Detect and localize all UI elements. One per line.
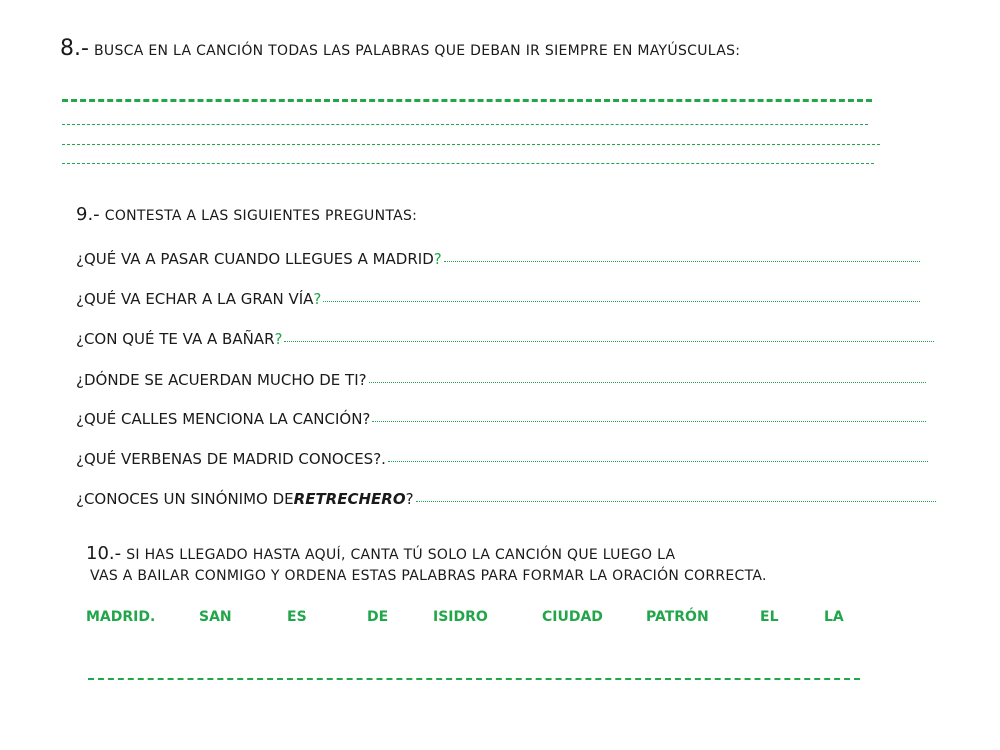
question-1-text: ¿QUÉ VA A PASAR CUANDO LLEGUES A MADRID xyxy=(76,250,434,268)
question-7-emphasis: RETRECHERO xyxy=(293,490,406,508)
question-3-text: ¿CON QUÉ TE VA A BAÑAR xyxy=(76,330,275,348)
question-5 xyxy=(76,410,926,428)
word-madrid[interactable]: MADRID. xyxy=(86,609,156,625)
question-7-text-after: ? xyxy=(405,490,414,508)
answer-line-8-3[interactable] xyxy=(62,144,880,145)
word-san[interactable]: SAN xyxy=(199,609,232,625)
question-5-text: ¿QUÉ CALLES MENCIONA LA CANCIÓN? xyxy=(76,410,371,428)
word-ciudad[interactable]: CIUDAD xyxy=(542,609,603,625)
answer-line-q6[interactable] xyxy=(388,461,928,462)
answer-line-q2[interactable] xyxy=(323,301,920,302)
question-2 xyxy=(76,290,920,308)
question-4 xyxy=(76,371,926,389)
section-10-number: 10.- xyxy=(86,543,122,564)
question-7 xyxy=(76,490,936,508)
section-9-instruction: CONTESTA A LAS SIGUIENTES PREGUNTAS: xyxy=(104,208,418,224)
answer-line-q7[interactable] xyxy=(416,501,936,502)
answer-line-q5[interactable] xyxy=(372,421,926,422)
section-8-instruction: BUSCA EN LA CANCIÓN TODAS LAS PALABRAS QUE DEBAN IR SIEMPRE EN MAYÚSCULAS: xyxy=(94,43,741,59)
question-6-text: ¿QUÉ VERBENAS DE MADRID CONOCES?. xyxy=(76,450,386,468)
answer-line-8-2[interactable] xyxy=(62,124,868,125)
question-1-mark: ? xyxy=(433,250,442,268)
section-10-line-2: VAS A BAILAR CONMIGO Y ORDENA ESTAS PALABRAS PARA FORMAR LA ORACIÓN CORRECTA. xyxy=(90,568,767,584)
word-es[interactable]: ES xyxy=(287,609,307,625)
answer-line-8-1[interactable] xyxy=(62,99,872,102)
word-patron[interactable]: PATRÓN xyxy=(646,609,709,625)
answer-line-q3[interactable] xyxy=(284,341,934,342)
section-10-line-1: SI HAS LLEGADO HASTA AQUÍ, CANTA TÚ SOLO LA CANCIÓN QUE LUEGO LA xyxy=(126,547,676,563)
question-7-text-before: ¿CONOCES UN SINÓNIMO DE xyxy=(76,490,294,508)
question-2-text: ¿QUÉ VA ECHAR A LA GRAN VÍA xyxy=(76,290,314,308)
word-isidro[interactable]: ISIDRO xyxy=(433,609,488,625)
section-8-number: 8.- xyxy=(60,36,89,61)
word-el[interactable]: EL xyxy=(760,609,779,625)
section-8-heading xyxy=(60,36,740,61)
answer-line-q4[interactable] xyxy=(369,382,926,383)
section-9-number: 9.- xyxy=(76,204,100,225)
answer-line-q1[interactable] xyxy=(444,261,920,262)
word-la[interactable]: LA xyxy=(824,609,844,625)
question-2-mark: ? xyxy=(313,290,322,308)
question-3-mark: ? xyxy=(274,330,283,348)
answer-line-10[interactable] xyxy=(88,678,860,680)
question-3 xyxy=(76,330,934,348)
section-9-heading xyxy=(76,204,417,225)
question-1 xyxy=(76,250,920,268)
question-6 xyxy=(76,450,928,468)
answer-line-8-4[interactable] xyxy=(62,163,874,164)
word-de[interactable]: DE xyxy=(367,609,389,625)
section-10-heading xyxy=(86,543,675,564)
question-4-text: ¿DÓNDE SE ACUERDAN MUCHO DE TI? xyxy=(76,371,367,389)
